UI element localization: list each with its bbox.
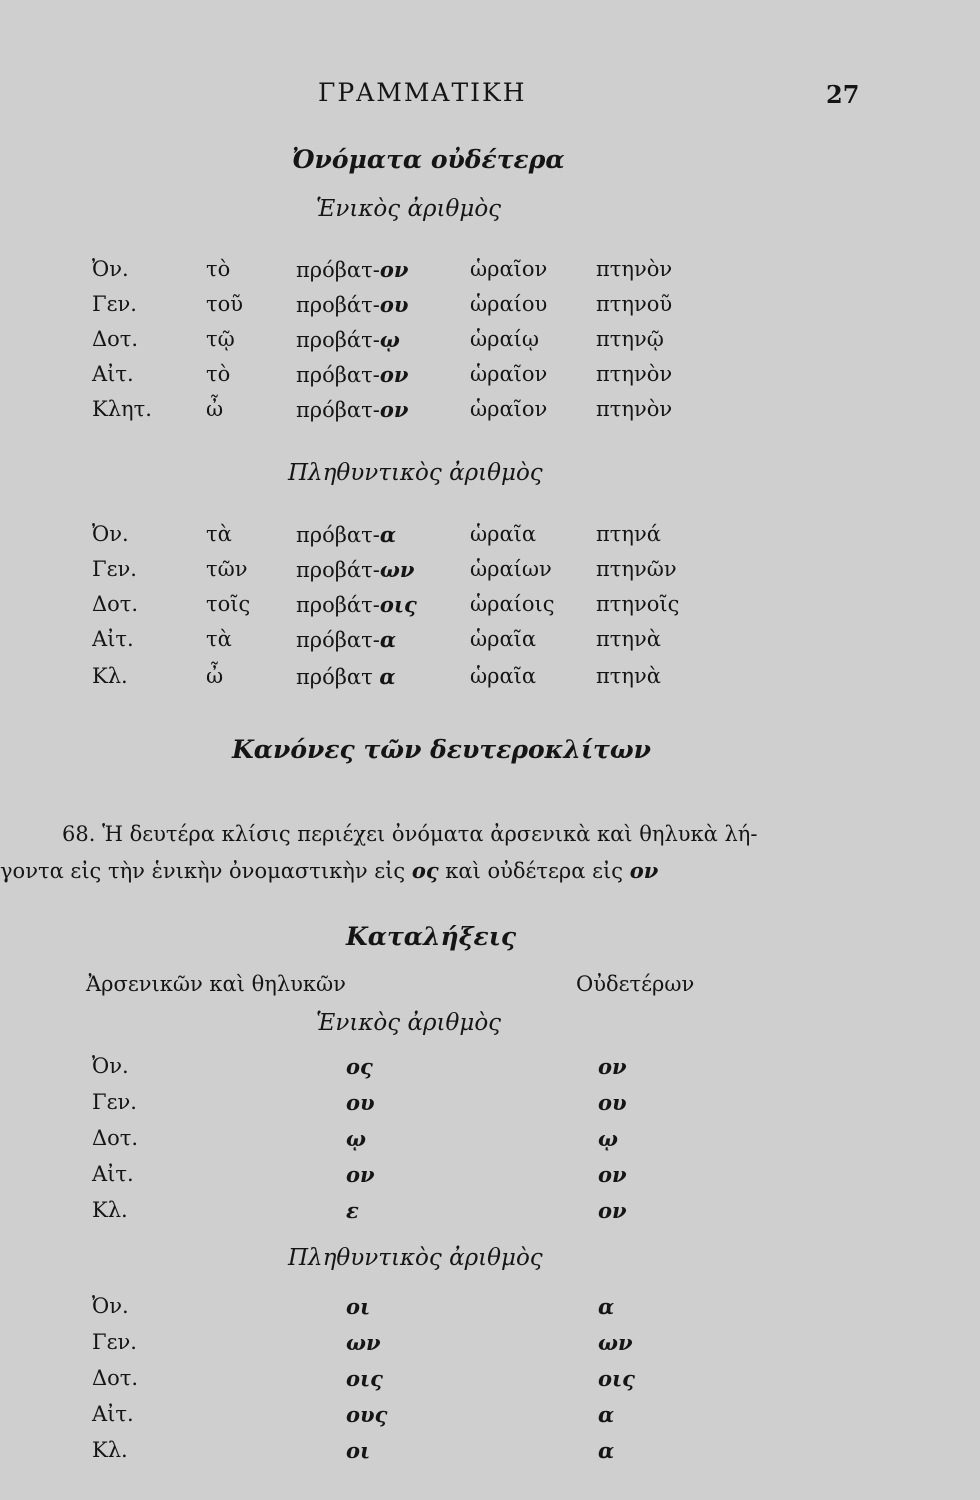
case-label: Δοτ. <box>92 1126 139 1150</box>
endings-plural-heading: Πληθυντικὸς ἀριθμὸς <box>288 1245 543 1271</box>
ending: α <box>379 664 396 689</box>
table-row <box>0 1090 980 1124</box>
case-label: Γεν. <box>92 1090 137 1114</box>
stem: προβάτ- <box>296 593 380 617</box>
ending: ων <box>379 557 415 582</box>
endings-singular-heading: Ἑνικὸς ἀριθμὸς <box>316 1010 502 1036</box>
noun-probaton <box>296 522 396 547</box>
article: ὦ <box>206 664 224 688</box>
case-label: Γεν. <box>92 557 137 581</box>
noun-probaton <box>296 362 408 387</box>
adjective-oraion: ὡραίῳ <box>470 327 540 351</box>
running-head: ΓΡΑΜΜΑΤΙΚΗ <box>318 78 527 107</box>
col-header-neuter: Οὐδετέρων <box>576 972 695 996</box>
masc-fem-ending: ου <box>346 1090 375 1115</box>
adjective-ptenon: πτηνὸν <box>596 362 673 386</box>
noun-probaton <box>296 592 417 617</box>
adjective-oraion: ὡραῖον <box>470 257 548 281</box>
adjective-oraion: ὡραῖα <box>470 522 537 546</box>
neuter-ending: ου <box>598 1090 627 1115</box>
ending: ον <box>379 397 409 422</box>
case-label: Ὀν. <box>92 522 129 546</box>
noun-probaton <box>296 327 400 352</box>
stem: πρόβατ- <box>296 258 380 282</box>
neuter-ending: ων <box>598 1330 633 1355</box>
neuter-ending: ῳ <box>598 1126 618 1151</box>
masc-fem-ending: οι <box>346 1438 371 1463</box>
neuter-ending: ον <box>598 1054 627 1079</box>
ending-on: ον <box>629 858 659 883</box>
table-row <box>0 1162 980 1196</box>
table-row <box>0 664 980 698</box>
case-label: Γεν. <box>92 1330 137 1354</box>
table-row <box>0 1054 980 1088</box>
neuter-ending: ον <box>598 1162 627 1187</box>
adjective-ptenon: πτηνὰ <box>596 627 661 651</box>
adjective-ptenon: πτηνὸν <box>596 257 673 281</box>
col-header-masc-fem: Ἀρσενικῶν καὶ θηλυκῶν <box>86 972 346 996</box>
adjective-oraion: ὡραῖα <box>470 627 537 651</box>
case-label: Ὀν. <box>92 257 129 281</box>
stem: προβάτ- <box>296 293 380 317</box>
adjective-ptenon: πτηνῶν <box>596 557 677 581</box>
rules-title: Κανόνες τῶν δευτεροκλίτων <box>232 735 652 764</box>
noun-probaton <box>296 292 408 317</box>
article: ὦ <box>206 397 224 421</box>
masc-fem-ending: ων <box>346 1330 381 1355</box>
table-row <box>0 257 980 291</box>
case-label: Κλ. <box>92 664 128 688</box>
neuter-nouns-title: Ὀνόματα οὐδέτερα <box>292 145 565 174</box>
stem: πρόβατ- <box>296 363 380 387</box>
article: τὸ <box>206 257 231 281</box>
table-row <box>0 362 980 396</box>
ending: οις <box>379 592 417 617</box>
ending: ον <box>379 257 409 282</box>
noun-probaton <box>296 557 414 582</box>
article: τὰ <box>206 522 232 546</box>
stem: πρόβατ- <box>296 523 380 547</box>
adjective-ptenon: πτηνοῦ <box>596 292 673 316</box>
ending: α <box>379 627 396 652</box>
table-row <box>0 1330 980 1364</box>
table-row <box>0 522 980 556</box>
case-label: Δοτ. <box>92 592 139 616</box>
noun-probaton <box>296 397 408 422</box>
adjective-oraion: ὡραῖον <box>470 362 548 386</box>
stem: προβάτ- <box>296 558 380 582</box>
adjective-oraion: ὡραῖον <box>470 397 548 421</box>
adjective-ptenon: πτηνὰ <box>596 664 661 688</box>
adjective-ptenon: πτηνά <box>596 522 661 546</box>
endings-title: Καταλήξεις <box>346 922 517 951</box>
masc-fem-ending: οις <box>346 1366 383 1391</box>
case-label: Γεν. <box>92 292 137 316</box>
ending-os: ος <box>411 858 439 883</box>
case-label: Αἰτ. <box>92 362 134 386</box>
paragraph-text: Ἡ δευτέρα κλίσις περιέχει ὀνόματα ἀρσενικὰ καὶ θηλυκὰ λή- <box>102 822 758 846</box>
paragraph-number: 68. <box>62 822 96 846</box>
ending: α <box>379 522 396 547</box>
article: τὸ <box>206 362 231 386</box>
adjective-oraion: ὡραῖα <box>470 664 537 688</box>
case-label: Κλ. <box>92 1438 128 1462</box>
case-label: Ὀν. <box>92 1054 129 1078</box>
stem: πρόβατ- <box>296 628 380 652</box>
table-row <box>0 1438 980 1472</box>
paragraph-line-2 <box>0 858 658 883</box>
case-label: Κλητ. <box>92 397 152 421</box>
neuter-singular-heading: Ἑνικὸς ἀριθμὸς <box>316 196 502 222</box>
adjective-oraion: ὡραίου <box>470 292 548 316</box>
ending: ον <box>379 362 409 387</box>
case-label: Δοτ. <box>92 1366 139 1390</box>
adjective-ptenon: πτηνῷ <box>596 327 664 351</box>
table-row <box>0 627 980 661</box>
article: τὰ <box>206 627 232 651</box>
masc-fem-ending: ον <box>346 1162 375 1187</box>
table-row <box>0 327 980 361</box>
stem: πρόβατ- <box>296 398 380 422</box>
article: τῷ <box>206 327 235 351</box>
neuter-ending: α <box>598 1438 615 1463</box>
paragraph-text: γοντα εἰς τὴν ἑνικὴν ὀνομαστικὴν εἰς <box>0 859 412 883</box>
stem: πρόβατ <box>296 665 380 689</box>
masc-fem-ending: ος <box>346 1054 373 1079</box>
neuter-ending: α <box>598 1402 615 1427</box>
neuter-ending: α <box>598 1294 615 1319</box>
adjective-ptenon: πτηνοῖς <box>596 592 680 616</box>
page-number: 27 <box>826 80 860 109</box>
table-row <box>0 1126 980 1160</box>
table-row <box>0 592 980 626</box>
stem: προβάτ- <box>296 328 380 352</box>
paragraph-text: καὶ οὐδέτερα εἰς <box>438 859 630 883</box>
ending: ῳ <box>379 327 400 352</box>
masc-fem-ending: ῳ <box>346 1126 366 1151</box>
adjective-ptenon: πτηνὸν <box>596 397 673 421</box>
case-label: Δοτ. <box>92 327 139 351</box>
table-row <box>0 557 980 591</box>
adjective-oraion: ὡραίων <box>470 557 552 581</box>
table-row <box>0 1366 980 1400</box>
case-label: Αἰτ. <box>92 627 134 651</box>
masc-fem-ending: οι <box>346 1294 371 1319</box>
adjective-oraion: ὡραίοις <box>470 592 555 616</box>
neuter-ending: οις <box>598 1366 635 1391</box>
case-label: Αἰτ. <box>92 1162 134 1186</box>
noun-probaton <box>296 664 396 689</box>
noun-probaton <box>296 257 408 282</box>
article: τοῦ <box>206 292 244 316</box>
masc-fem-ending: ε <box>346 1198 359 1223</box>
article: τοῖς <box>206 592 251 616</box>
case-label: Ὀν. <box>92 1294 129 1318</box>
table-row <box>0 1402 980 1436</box>
ending: ου <box>379 292 409 317</box>
case-label: Αἰτ. <box>92 1402 134 1426</box>
paragraph-line-1 <box>62 822 757 846</box>
neuter-ending: ον <box>598 1198 627 1223</box>
neuter-plural-heading: Πληθυντικὸς ἀριθμὸς <box>288 460 543 486</box>
table-row <box>0 1198 980 1232</box>
article: τῶν <box>206 557 248 581</box>
masc-fem-ending: ους <box>346 1402 388 1427</box>
table-row <box>0 292 980 326</box>
noun-probaton <box>296 627 396 652</box>
table-row <box>0 397 980 431</box>
table-row <box>0 1294 980 1328</box>
case-label: Κλ. <box>92 1198 128 1222</box>
